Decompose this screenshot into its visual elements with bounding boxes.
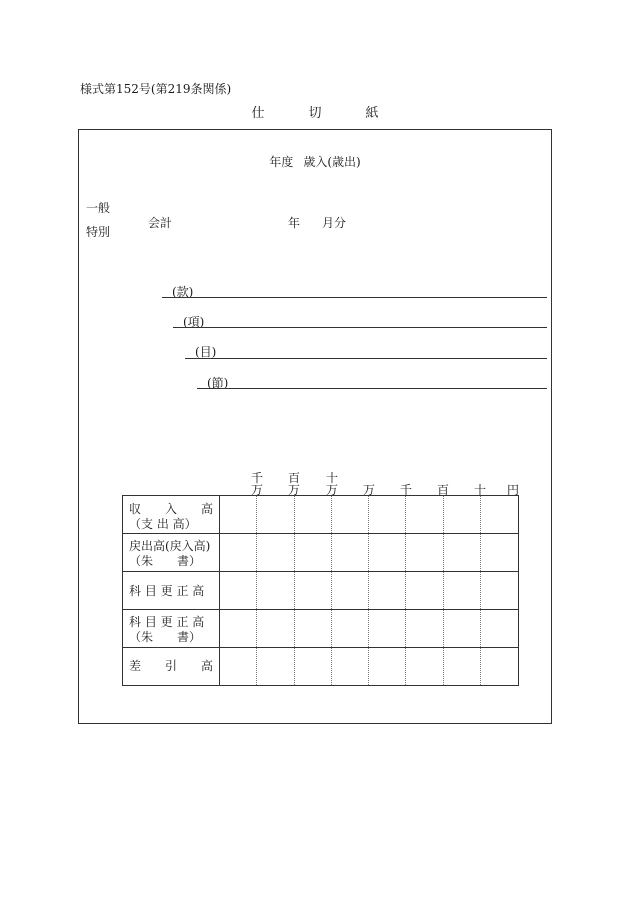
unit-juu: 十 <box>473 483 486 497</box>
digit-cell-divider <box>331 610 332 647</box>
account-type-special: 特別 <box>86 225 111 239</box>
digit-cell-divider <box>256 610 257 647</box>
row-label: 科 目 更 正 高 （朱 書） <box>123 610 220 647</box>
table-row-receipts <box>123 496 518 534</box>
fiscal-year-suffix: 年度 <box>269 155 294 169</box>
category-kou-line <box>173 327 547 328</box>
digit-cell-divider <box>368 610 369 647</box>
digit-cell-divider <box>294 610 295 647</box>
table-row-balance <box>123 648 518 685</box>
revenue-expenditure-label: 歳入(歳出) <box>303 155 361 169</box>
category-kan-line <box>162 297 547 298</box>
digit-cell-divider <box>480 534 481 571</box>
row-label: 差 引 高 <box>123 648 220 685</box>
digit-cells <box>220 610 518 647</box>
digit-cell-divider <box>331 534 332 571</box>
digit-cell-divider <box>480 572 481 609</box>
form-number: 様式第152号(第219条関係) <box>80 82 232 96</box>
row-label: 収 入 高 （支 出 高） <box>123 496 220 533</box>
unit-juu-man: 十 万 <box>325 471 338 497</box>
digit-cell-divider <box>294 534 295 571</box>
digit-cell-divider <box>256 496 257 533</box>
digit-cells <box>220 648 518 685</box>
fiscal-year-line <box>0 156 630 168</box>
digit-cell-divider <box>256 648 257 685</box>
digit-cell-divider <box>443 496 444 533</box>
table-row-refund <box>123 534 518 572</box>
digit-cells <box>220 534 518 571</box>
row-label: 戻出高(戻入高) （朱 書） <box>123 534 220 571</box>
digit-cell-divider <box>405 496 406 533</box>
digit-cell-divider <box>480 496 481 533</box>
digit-cell-divider <box>368 572 369 609</box>
digit-cell-divider <box>405 648 406 685</box>
digit-cell-divider <box>405 534 406 571</box>
digit-cell-divider <box>368 534 369 571</box>
unit-sen-man: 千 万 <box>250 471 263 497</box>
digit-cell-divider <box>443 534 444 571</box>
unit-en: 円 <box>506 483 519 497</box>
digit-cell-divider <box>480 648 481 685</box>
table-row-correction <box>123 572 518 610</box>
digit-cell-divider <box>331 572 332 609</box>
digit-cell-divider <box>331 648 332 685</box>
title-char-3: 紙 <box>365 106 379 121</box>
title-char-1: 仕 <box>251 106 265 121</box>
category-setsu-label: (節) <box>207 376 229 390</box>
digit-cell-divider <box>294 496 295 533</box>
digit-cell-divider <box>294 572 295 609</box>
digit-cell-divider <box>405 610 406 647</box>
digit-cell-divider <box>368 648 369 685</box>
month-label: 月分 <box>322 216 347 230</box>
digit-cells <box>220 572 518 609</box>
digit-cell-divider <box>443 572 444 609</box>
digit-cell-divider <box>256 572 257 609</box>
row-label: 科 目 更 正 高 <box>123 572 220 609</box>
year-label: 年 <box>288 216 301 230</box>
account-label: 会計 <box>148 216 173 230</box>
category-kou-label: (項) <box>183 315 205 329</box>
account-type-general: 一般 <box>86 201 111 215</box>
table-row-correction-red <box>123 610 518 648</box>
category-moku-line <box>185 358 547 359</box>
unit-hyaku-man: 百 万 <box>287 471 300 497</box>
title-char-2: 切 <box>308 106 322 121</box>
digit-cell-divider <box>294 648 295 685</box>
unit-sen: 千 <box>399 483 412 497</box>
digit-cell-divider <box>405 572 406 609</box>
amount-table <box>122 495 519 686</box>
category-moku-label: (目) <box>195 345 217 359</box>
digit-cell-divider <box>368 496 369 533</box>
digit-cell-divider <box>256 534 257 571</box>
digit-cell-divider <box>480 610 481 647</box>
digit-cell-divider <box>331 496 332 533</box>
digit-cell-divider <box>443 610 444 647</box>
unit-hyaku: 百 <box>436 483 449 497</box>
digit-cells <box>220 496 518 533</box>
category-kan-label: (款) <box>172 285 194 299</box>
document-title <box>0 107 630 120</box>
category-setsu-line <box>197 388 547 389</box>
digit-cell-divider <box>443 648 444 685</box>
unit-man: 万 <box>362 483 375 497</box>
